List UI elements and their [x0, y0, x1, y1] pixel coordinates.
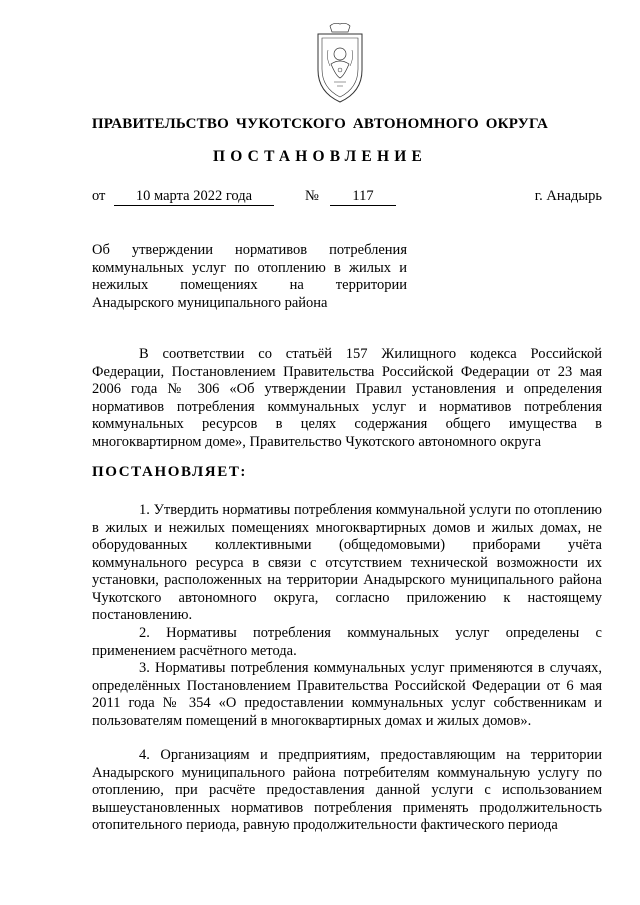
item-paragraph-1: 1. Утвердить нормативы потребления коммунальной услуги по отоплению в жилых и нежилых помещениях многоквартирных домов и жилых домах, не оборудованных коллективными (общедомовыми) приборами учёта коммунального ресурса в связи с отсутствием технической возможности их установки, расположенных на территории Анадырского муниципального района Чукотского автономного округа, согласно приложению к настоящему постановлению. [92, 502, 602, 623]
date-number-line [0, 188, 640, 210]
decree-subject: Об утверждении нормативов потребления коммунальных услуг по отоплению в жилых и нежилых помещениях на территории Анадырского муниципального района [92, 242, 407, 311]
number-prefix: № [305, 188, 319, 204]
coat-of-arms-icon [304, 20, 376, 106]
date-prefix: от [92, 188, 106, 204]
place: г. Анадырь [534, 188, 602, 204]
item-paragraph-4: 4. Организациям и предприятиям, предоставляющим на территории Анадырского муниципального района потребителям коммунальную услугу по отоплению, при расчёте предоставления данной услуги с использованием вышеустановленных нормативов потребления применять продолжительность отопительного периода, равную продолжительности фактического периода [92, 747, 602, 833]
number-field: 117 [330, 188, 396, 206]
item-paragraph-3: 3. Нормативы потребления коммунальных услуг применяются в случаях, определённых Постановлением Правительства Российской Федерации от 6 мая 2011 года № 354 «О предоставлении коммунальных услуг собственникам и пользователям помещений в многоквартирных домах и жилых домов». [92, 660, 602, 729]
organization-title: ПРАВИТЕЛЬСТВО ЧУКОТСКОГО АВТОНОМНОГО ОКРУГА [91, 116, 549, 132]
item-paragraph-2: 2. Нормативы потребления коммунальных услуг определены с применением расчётного метода. [92, 625, 602, 659]
resolves-heading: ПОСТАНОВЛЯЕТ: [92, 464, 248, 480]
preamble-paragraph: В соответствии со статьёй 157 Жилищного кодекса Российской Федерации, Постановлением Правительства Российской Федерации от 23 мая 2006 года № 306 «Об утверждении Правил установления и определения нормативов потребления коммунальных услуг и нормативов потребления коммунальных ресурсов в целях содержания общего имущества в многоквартирном доме», Правительство Чукотского автономного округа [92, 346, 602, 450]
document-type-title: ПОСТАНОВЛЕНИЕ [212, 148, 428, 165]
date-field: 10 марта 2022 года [114, 188, 274, 206]
